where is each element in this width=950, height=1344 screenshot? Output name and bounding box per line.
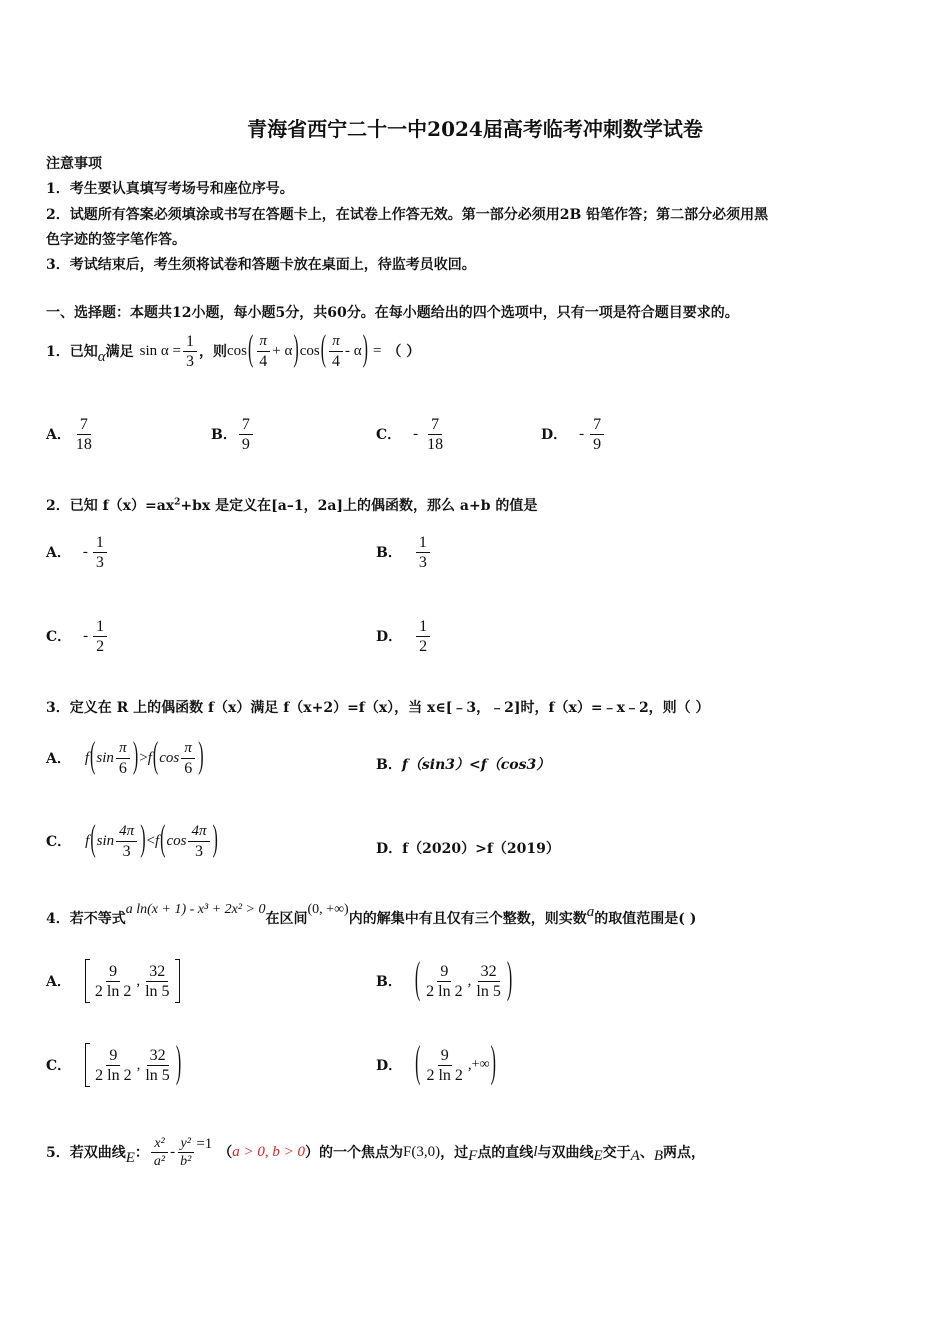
option-label: B． (376, 545, 402, 561)
option-value: f（sin3）<f（cos3） (401, 757, 551, 773)
q1-frac: $\frac{1}{3}$ (183, 332, 197, 371)
q3-cos: cos (159, 749, 180, 766)
q5-A: A (630, 1147, 640, 1164)
q2-option-a[interactable] (46, 528, 109, 576)
option-sign: - (579, 425, 585, 442)
q3-f: f (154, 832, 160, 849)
q5-E2: E (593, 1147, 603, 1164)
q3-sin: sin (96, 749, 114, 766)
q3-f: f (85, 832, 90, 849)
question-1: 1．已知 α 满足 sin α = $\frac{1}{3}$ ，则 cos ( $\frac{\pi}{4}$ + α ) cos ( $\frac{\pi}{4}$ - α ) = （ ） (46, 330, 421, 370)
option-value: $\frac{7}{9}$ (239, 415, 253, 454)
q2-option-d[interactable] (376, 612, 432, 660)
q4-frac-1: $\frac{9}{2 \ln 2}$ (426, 1046, 463, 1084)
q4-option-d[interactable]: D． ( $\frac{9}{2 \ln 2}$ , +∞ ) (376, 1039, 496, 1088)
q4-inequality: a ln(x + 1) - x³ + 2x² > 0 (125, 902, 266, 917)
q1-plus-alpha: + α (272, 342, 293, 359)
q5-prefix: 5．若双曲线 (46, 1145, 126, 1161)
option-label: C． (46, 629, 72, 645)
q1-cos1: cos (226, 342, 247, 359)
q4-option-a[interactable] (46, 956, 180, 1006)
question-4 (46, 898, 696, 938)
q4-interval: (0, +∞) (307, 902, 349, 917)
q5-eq: =1 (196, 1135, 213, 1152)
q4-comma: , (136, 972, 141, 989)
notice-item-3: 3．考试结束后，考生须将试卷和答题卡放在桌面上，待监考员收回。 (46, 257, 476, 273)
q4-frac-2: $\frac{32}{\ln 5}$ (145, 1046, 170, 1084)
q1-alpha: α (97, 348, 106, 365)
q3-option-a[interactable]: A． f ( sin $\frac{\pi}{6}$ ) > f ( cos $\frac{\pi}{6}$ ) (46, 737, 204, 777)
q5-text-3: 与双曲线 (537, 1145, 594, 1161)
option-label: D． (541, 427, 568, 443)
q4-frac-1: $\frac{9}{2 \ln 2}$ (94, 962, 132, 1000)
q3-f: f (84, 749, 90, 766)
q1-prefix: 1．已知 (46, 344, 98, 360)
q1-option-c[interactable] (376, 410, 448, 458)
q1-eq: = (372, 342, 382, 359)
q1-mid: 满足 (105, 344, 134, 360)
q4-option-b[interactable]: B． ( $\frac{9}{2 \ln 2}$ , $\frac{32}{\ln 5}$ ) (376, 955, 513, 1004)
q4-frac-1: $\frac{9}{2 \ln 2}$ (95, 1046, 132, 1084)
q3-cos: cos (166, 832, 187, 849)
option-value: $\frac{1}{2}$ (416, 617, 430, 656)
q3-frac: $\frac{\pi}{6}$ (181, 739, 195, 778)
option-label: C． (376, 427, 402, 443)
q4-frac-1: $\frac{9}{2 \ln 2}$ (426, 962, 463, 1000)
q2-text-b: +bx 是定义在[a–1，2a]上的偶函数，那么 a+b 的值是 (180, 498, 538, 514)
q5-E: E (125, 1149, 135, 1166)
q4-frac-2: $\frac{32}{\ln 5}$ (145, 962, 170, 1000)
q1-cos2: cos (299, 342, 320, 359)
q1-pi-over-4-a: $\frac{\pi}{4}$ (256, 332, 270, 371)
q5-colon: ： (134, 1145, 149, 1161)
option-sign: - (413, 425, 419, 442)
q3-option-d[interactable] (376, 834, 560, 862)
q2-sup: 2 (174, 497, 181, 508)
q2-option-b[interactable] (376, 528, 432, 576)
q5-cond-open: （ (218, 1145, 233, 1161)
q4-end: 的取值范围是( ) (594, 911, 697, 927)
option-value: $\frac{7}{18}$ (75, 415, 92, 453)
q5-focus: F(3,0) (403, 1143, 441, 1160)
q1-sin: sin α = (139, 342, 181, 359)
question-3: 3．定义在 R 上的偶函数 f（x）满足 f（x+2）=f（x），当 x∈[﹣3，﹣2]时，f（x）=﹣x﹣2，则（ ） (46, 700, 710, 716)
option-label: D． (376, 1058, 403, 1074)
q2-option-c[interactable] (46, 612, 109, 660)
q1-minus-alpha: - α (345, 342, 362, 359)
q4-mid: 在区间 (265, 911, 308, 927)
q5-minus: - (170, 1143, 176, 1160)
q3-option-b[interactable] (376, 750, 550, 778)
q5-text-1: ，过 (440, 1145, 469, 1161)
q4-comma: , (467, 972, 472, 989)
page-title: 青海省西宁二十一中2024届高考临考冲刺数学试卷 (247, 117, 703, 141)
q3-frac: $\frac{4\pi}{3}$ (116, 822, 137, 861)
q3-op: > (139, 749, 148, 766)
q5-y2-frac: $\frac{\text{y²}}{\text{b²}}$ (177, 1135, 194, 1170)
option-value: f（2020）>f（2019） (402, 841, 560, 857)
q5-sep: 、 (639, 1145, 654, 1161)
q4-comma: , (467, 1056, 472, 1073)
q5-text-2: 点的直线 (477, 1145, 534, 1161)
q1-then: ，则 (198, 344, 227, 360)
option-value: $\frac{7}{18}$ (427, 415, 444, 453)
question-5 (46, 1128, 705, 1176)
q5-l: l (533, 1143, 538, 1160)
option-sign: - (82, 543, 88, 560)
option-label: D． (376, 841, 403, 857)
option-value: $\frac{1}{3}$ (93, 533, 107, 572)
q5-x2-frac: $\frac{\text{x²}}{\text{a²}}$ (151, 1135, 168, 1170)
option-value: $\frac{7}{9}$ (590, 415, 604, 454)
q3-frac: $\frac{4\pi}{3}$ (188, 822, 209, 861)
q1-blank: （ ） (387, 344, 421, 360)
q3-option-c[interactable]: C． f ( sin $\frac{4\pi}{3}$ ) < f ( cos $\frac{4\pi}{3}$ ) (46, 820, 218, 860)
option-value: $\frac{1}{3}$ (416, 533, 430, 572)
q4-frac-2: $\frac{32}{\ln 5}$ (476, 962, 501, 1000)
q1-option-a[interactable] (46, 410, 97, 458)
q1-option-b[interactable] (211, 410, 255, 458)
section-heading: 一、选择题：本题共12小题，每小题5分，共60分。在每小题给出的四个选项中，只有一项是符合题目要求的。 (46, 305, 739, 321)
q4-option-c[interactable]: C． $\frac{9}{2 \ln 2}$ , $\frac{32}{\ln 5}$ ) (46, 1039, 182, 1088)
option-label: A． (46, 751, 71, 767)
option-label: B． (376, 757, 402, 773)
question-2 (46, 495, 537, 515)
q2-text-a: 2．已知 f（x）=ax (46, 498, 175, 514)
notice-item-1: 1．考生要认真填写考场号和座位序号。 (46, 181, 294, 197)
option-label: B． (211, 427, 237, 443)
option-value: $\frac{1}{2}$ (93, 617, 107, 656)
q5-B: B (653, 1147, 663, 1164)
q3-sin: sin (96, 832, 115, 849)
q4-comma: , (136, 1056, 141, 1073)
q3-op: < (146, 832, 155, 849)
q1-option-d[interactable] (541, 410, 606, 458)
option-sign: - (83, 627, 89, 644)
q5-cond-close: ）的一个焦点为 (305, 1145, 404, 1161)
q4-suffix: 内的解集中有且仅有三个整数，则实数 (348, 911, 587, 927)
q5-text-5: 两点， (663, 1145, 705, 1161)
q5-F: F (468, 1147, 478, 1164)
option-label: A． (46, 427, 71, 443)
q4-prefix: 4．若不等式 (46, 911, 126, 927)
notice-heading: 注意事项 (46, 156, 102, 172)
q5-text-4: 交于 (602, 1145, 631, 1161)
q3-f: f (147, 749, 152, 766)
option-label: A． (46, 974, 71, 990)
q4-a: a (586, 903, 595, 920)
q5-condition: a > 0, b > 0 (232, 1143, 306, 1160)
option-label: C． (46, 1058, 72, 1074)
q4-infinity: +∞ (471, 1057, 490, 1072)
notice-item-2: 2．试题所有答案必须填涂或书写在答题卡上，在试卷上作答无效。第一部分必须用2B 铅笔作答；第二部分必须用黑 (46, 207, 769, 223)
q3-frac: $\frac{\pi}{6}$ (116, 739, 130, 778)
option-label: B． (376, 974, 402, 990)
option-label: C． (46, 834, 72, 850)
q1-pi-over-4-b: $\frac{\pi}{4}$ (329, 332, 343, 371)
option-label: A． (46, 545, 71, 561)
notice-item-2-cont: 色字迹的签字笔作答。 (46, 232, 186, 248)
option-label: D． (376, 629, 403, 645)
